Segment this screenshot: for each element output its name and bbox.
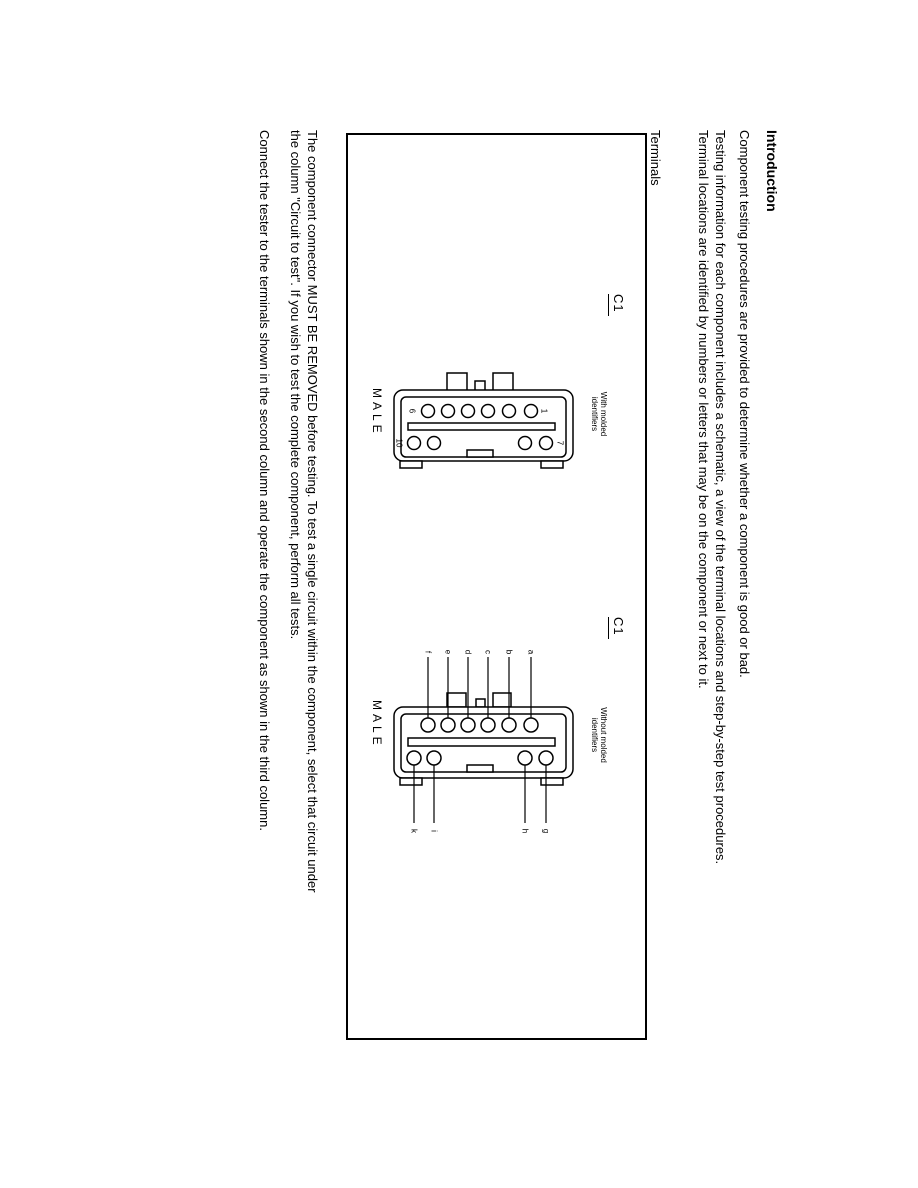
testing-info-line-2: Terminal locations are identified by numbers or letters that may be on the component or next to it. (696, 130, 711, 689)
connector2-center-slot (408, 738, 555, 746)
terminals-section-label: Terminals (648, 130, 663, 186)
pin-label-g: g (541, 828, 551, 834)
connector2-pin-a (524, 718, 538, 732)
connector1-pin-3 (482, 405, 495, 418)
connector1-bottom-notch (467, 450, 493, 457)
connector1-caption-line2: identifiers (590, 396, 599, 432)
connector2-pin-i (427, 751, 441, 765)
connector2-pin-k (407, 751, 421, 765)
connector1-pin-2 (503, 405, 516, 418)
pin-label-i: i (429, 830, 439, 832)
connector2-foot-left (400, 778, 422, 785)
connector1-ref-label: C1 (608, 294, 626, 316)
connector1-pin-1 (525, 405, 538, 418)
connector2-pin-e (441, 718, 455, 732)
connector1-tab-1 (447, 373, 467, 391)
connector2-pin-d (461, 718, 475, 732)
pin-label-b: b (504, 649, 514, 655)
connector1-pin-7 (540, 437, 553, 450)
connector1-foot-right (541, 461, 563, 468)
connector1-caption-line1: With molded (599, 391, 608, 437)
connector1-tab-2 (493, 373, 513, 391)
connector1-gender-label: MALE (370, 388, 384, 437)
connector1-pin-6 (422, 405, 435, 418)
terminals-figure-box (346, 133, 647, 1040)
connector-diagram-with-identifiers (388, 370, 588, 475)
page-title: Introduction (764, 130, 780, 212)
connector2-pin-c (481, 718, 495, 732)
connector2-gender-label: MALE (370, 700, 384, 749)
pin-label-e: e (443, 649, 453, 655)
connector1-foot-left (400, 461, 422, 468)
pin-label-10: 10 (394, 438, 404, 448)
connector1-pin-5 (442, 405, 455, 418)
connector1-caption (590, 369, 608, 459)
pin-label-c: c (483, 650, 493, 654)
connector1-pin-9 (428, 437, 441, 450)
connector1-pin-4 (462, 405, 475, 418)
connector2-caption-line2: identifiers (590, 717, 599, 753)
connect-tester-paragraph: Connect the tester to the terminals shown in the second column and operate the component as shown in the third column. (257, 130, 272, 831)
connector2-tab-1 (447, 693, 466, 707)
connector2-pin-g (539, 751, 553, 765)
pin-label-a: a (526, 649, 536, 655)
connector2-caption-line1: Without molded (599, 707, 608, 763)
pin-label-k: k (409, 829, 419, 833)
connector1-pin-10 (408, 437, 421, 450)
intro-paragraph: Component testing procedures are provided to determine whether a component is good or bad. (737, 130, 752, 678)
connector1-center-slot (408, 423, 555, 430)
connector1-pin-8 (519, 437, 532, 450)
pin-label-f: f (423, 650, 433, 654)
pin-label-7: 7 (555, 440, 565, 446)
connector2-pin-f (421, 718, 435, 732)
connector2-key-notch (476, 699, 485, 707)
connector2-foot-right (541, 778, 563, 785)
connector2-ref-label: C1 (608, 617, 626, 639)
connector2-tab-2 (493, 693, 511, 707)
pin-label-h: h (520, 828, 530, 834)
pin-label-d: d (463, 649, 473, 655)
connector2-pin-b (502, 718, 516, 732)
connector2-caption (590, 690, 608, 780)
remove-connector-line-1: The component connector MUST BE REMOVED before testing. To test a single circuit within the component, select that circuit under (305, 130, 320, 893)
connector1-body (394, 373, 573, 468)
pin-label-6: 6 (407, 408, 417, 414)
connector2-bottom-notch (467, 765, 493, 772)
testing-info-line-1: Testing information for each component includes a schematic, a view of the terminal locations and step-by-step test procedures. (713, 130, 728, 865)
pin-label-1: 1 (539, 408, 549, 414)
connector2-pin-h (518, 751, 532, 765)
connector-diagram-without-identifiers (388, 640, 588, 845)
remove-connector-line-2: the column "Circuit to test". If you wish to test the complete component, perform all tests. (288, 130, 303, 640)
